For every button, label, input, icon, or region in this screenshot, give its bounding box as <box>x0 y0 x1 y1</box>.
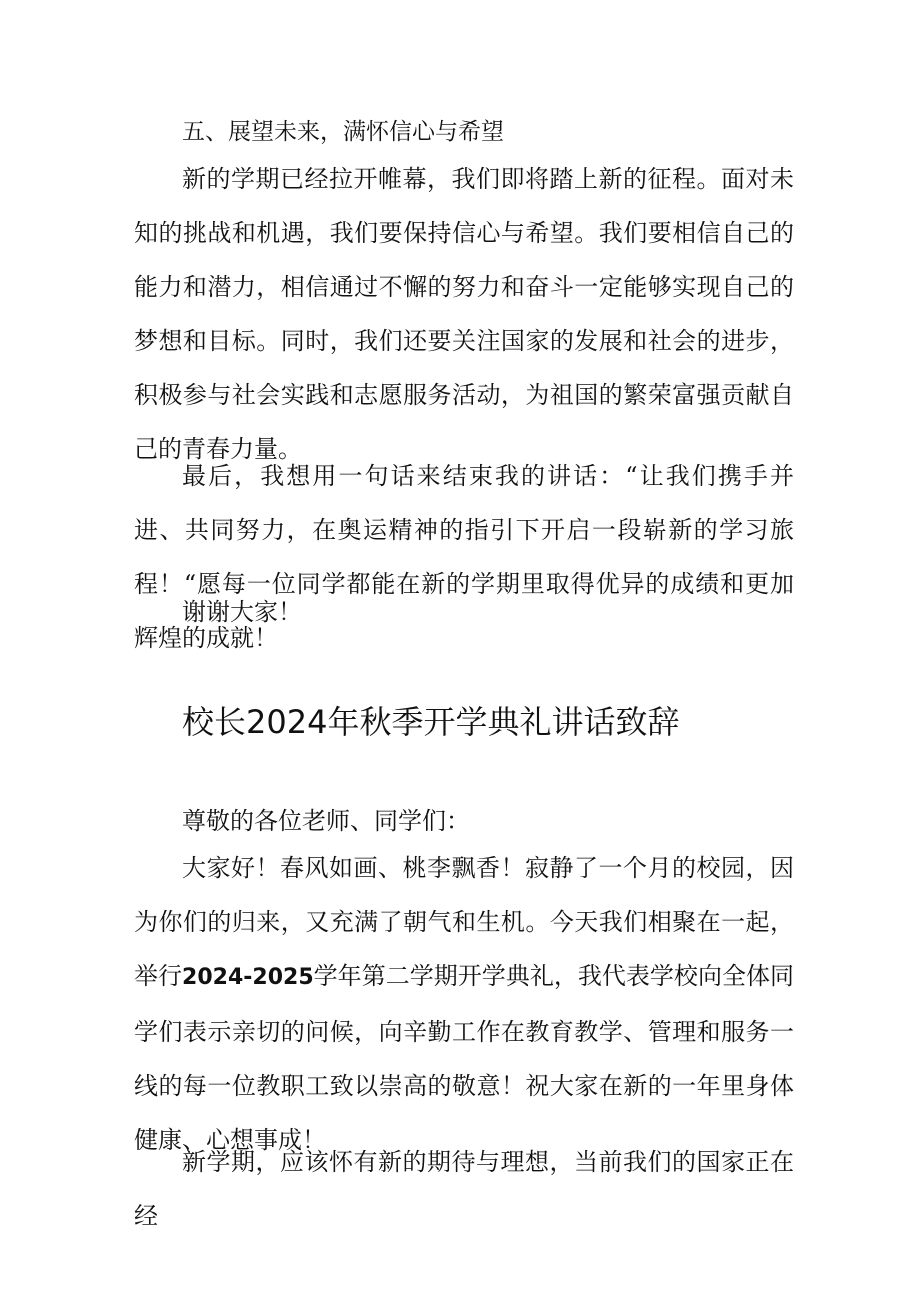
speech-title: 校长2024年秋季开学典礼讲话致辞 <box>182 703 680 741</box>
paragraph-thanks: 谢谢大家！ <box>182 598 302 626</box>
paragraph-outlook: 新的学期已经拉开帷幕，我们即将踏上新的征程。面对未知的挑战和机遇，我们要保持信心与希望。我们要相信自己的能力和潜力，相信通过不懈的努力和奋斗一定能够实现自己的梦想和目标。同时，我们还要关注国家的发展和社会的进步，积极参与社会实践和志愿服务活动，为祖国的繁荣富强贡献自己的青春力量。 <box>134 165 794 463</box>
greeting: 尊敬的各位老师、同学们： <box>182 807 470 835</box>
paragraph-welcome <box>134 841 794 1167</box>
year-range: 2024-2025 <box>182 965 314 990</box>
welcome-text-part2: 学年第二学期开学典礼，我代表学校向全体同学们表示亲切的问候，向辛勤工作在教育教学、管理和服务一线的每一位教职工致以崇高的敬意！祝大家在新的一年里身体健康、心想事成！ <box>134 962 795 1154</box>
paragraph-new-semester: 新学期，应该怀有新的期待与理想，当前我们的国家正在经 <box>134 1148 794 1230</box>
paragraph-closing: 最后，我想用一句话来结束我的讲话：“让我们携手并进、共同努力，在奥运精神的指引下开启一段崭新的学习旅程！“愿每一位同学都能在新的学期里取得优异的成绩和更加辉煌的成就！ <box>134 462 794 652</box>
welcome-text-part1: 大家好！春风如画、桃李飘香！寂静了一个月的校园，因为你们的归来，又充满了朝气和生机。今天我们相聚在一起，举行 <box>134 854 794 990</box>
section-heading: 五、展望未来，满怀信心与希望 <box>182 119 504 145</box>
